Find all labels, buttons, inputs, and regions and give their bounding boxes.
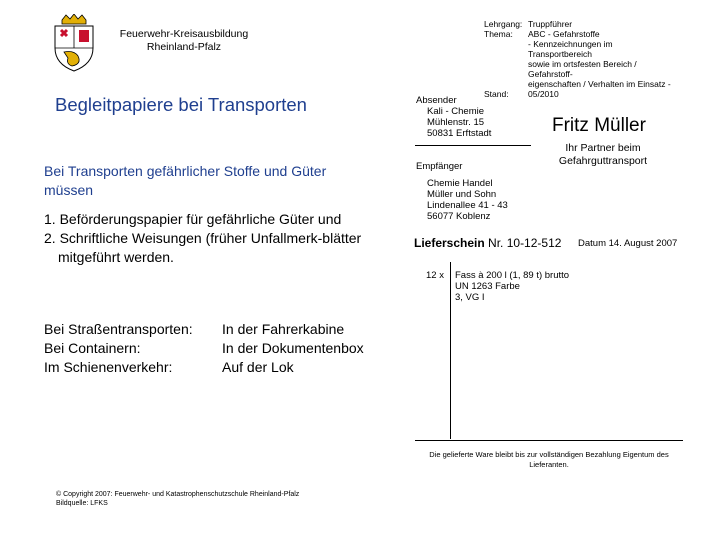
copyright-text: © Copyright 2007: Feuerwehr- und Katastrophenschutzschule Rheinland-Pfalz <box>56 491 300 498</box>
sender-line: Mühlenstr. 15 <box>427 117 485 128</box>
main-text <box>44 162 404 267</box>
course-label: Lehrgang: <box>484 19 523 29</box>
recipient-label: Empfänger <box>416 161 463 172</box>
transport-row <box>44 339 364 358</box>
recipient-address <box>427 178 508 222</box>
list-item-2: 2. Schriftliche Weisungen (früher Unfallmerk-blätter mitgeführt werden. <box>44 230 362 265</box>
course-info <box>484 19 678 99</box>
delivery-note-number <box>414 236 561 250</box>
heading-line-1: Bei Transporten gefährlicher Stoffe und Güter <box>44 163 327 179</box>
column-divider <box>450 262 451 439</box>
copyright-footer <box>56 490 299 508</box>
transport-row-label: Bei Containern: <box>44 340 141 356</box>
company-tagline <box>538 142 668 168</box>
transport-row-value: Auf der Lok <box>222 359 294 375</box>
org-line-2: Rheinland-Pfalz <box>146 41 222 53</box>
transport-row <box>44 358 364 377</box>
transport-row-value: In der Fahrerkabine <box>222 321 345 337</box>
item-line: 3, VG I <box>455 292 485 303</box>
recipient-line: Lindenallee 41 - 43 <box>427 200 508 211</box>
transport-row <box>44 320 364 339</box>
list-item-1: 1. Beförderungspapier für gefährliche Güter und <box>44 211 342 227</box>
topic-line-2: - Kennzeichnungen im Transportbereich <box>528 39 613 59</box>
transport-row-label: Bei Straßentransporten: <box>44 321 193 337</box>
item-line: Fass à 200 l (1, 89 t) brutto <box>455 270 570 281</box>
coat-of-arms-icon <box>52 14 96 72</box>
transport-row-label: Im Schienenverkehr: <box>44 359 173 375</box>
company-name: Fritz Müller <box>552 115 646 136</box>
organization-header <box>104 28 264 54</box>
topic-line-1: ABC - Gefahrstoffe <box>528 29 600 39</box>
item-line: UN 1263 Farbe <box>455 281 520 292</box>
topic-line-4: eigenschaften / Verhalten im Einsatz - <box>528 79 671 89</box>
item-description <box>455 270 569 303</box>
page-title: Begleitpapiere bei Transporten <box>55 94 307 115</box>
status-label: Stand: <box>484 89 509 99</box>
delivery-number: Nr. 10-12-512 <box>488 236 562 250</box>
divider <box>415 440 683 441</box>
heading-line-2: müssen <box>44 182 94 198</box>
topic-line-3: sowie im ortsfesten Bereich / Gefahrstoff- <box>528 59 637 79</box>
tagline-line-2: Gefahrguttransport <box>558 155 648 167</box>
recipient-line: 56077 Koblenz <box>427 211 491 222</box>
sender-address <box>427 106 491 139</box>
status-value: 05/2010 <box>528 89 559 99</box>
sender-label: Absender <box>416 95 457 106</box>
delivery-date: Datum 14. August 2007 <box>578 238 678 249</box>
course-value: Truppführer <box>528 19 573 29</box>
sender-line: Kali - Chemie <box>427 106 485 117</box>
topic-label: Thema: <box>484 29 513 39</box>
recipient-line: Chemie Handel <box>427 178 493 189</box>
sender-line: 50831 Erftstadt <box>427 128 492 139</box>
delivery-word: Lieferschein <box>414 236 485 250</box>
item-quantity: 12 x <box>426 270 444 281</box>
org-line-1: Feuerwehr-Kreisausbildung <box>119 28 249 40</box>
transport-row-value: In der Dokumentenbox <box>222 340 364 356</box>
divider <box>415 145 531 146</box>
transport-locations <box>44 320 364 377</box>
recipient-line: Müller und Sohn <box>427 189 497 200</box>
tagline-line-1: Ihr Partner beim <box>565 142 641 154</box>
ownership-note: Die gelieferte Ware bleibt bis zur vollständigen Bezahlung Eigentum des Lieferanten. <box>429 450 669 469</box>
image-source: Bildquelle: LFKS <box>56 500 108 507</box>
